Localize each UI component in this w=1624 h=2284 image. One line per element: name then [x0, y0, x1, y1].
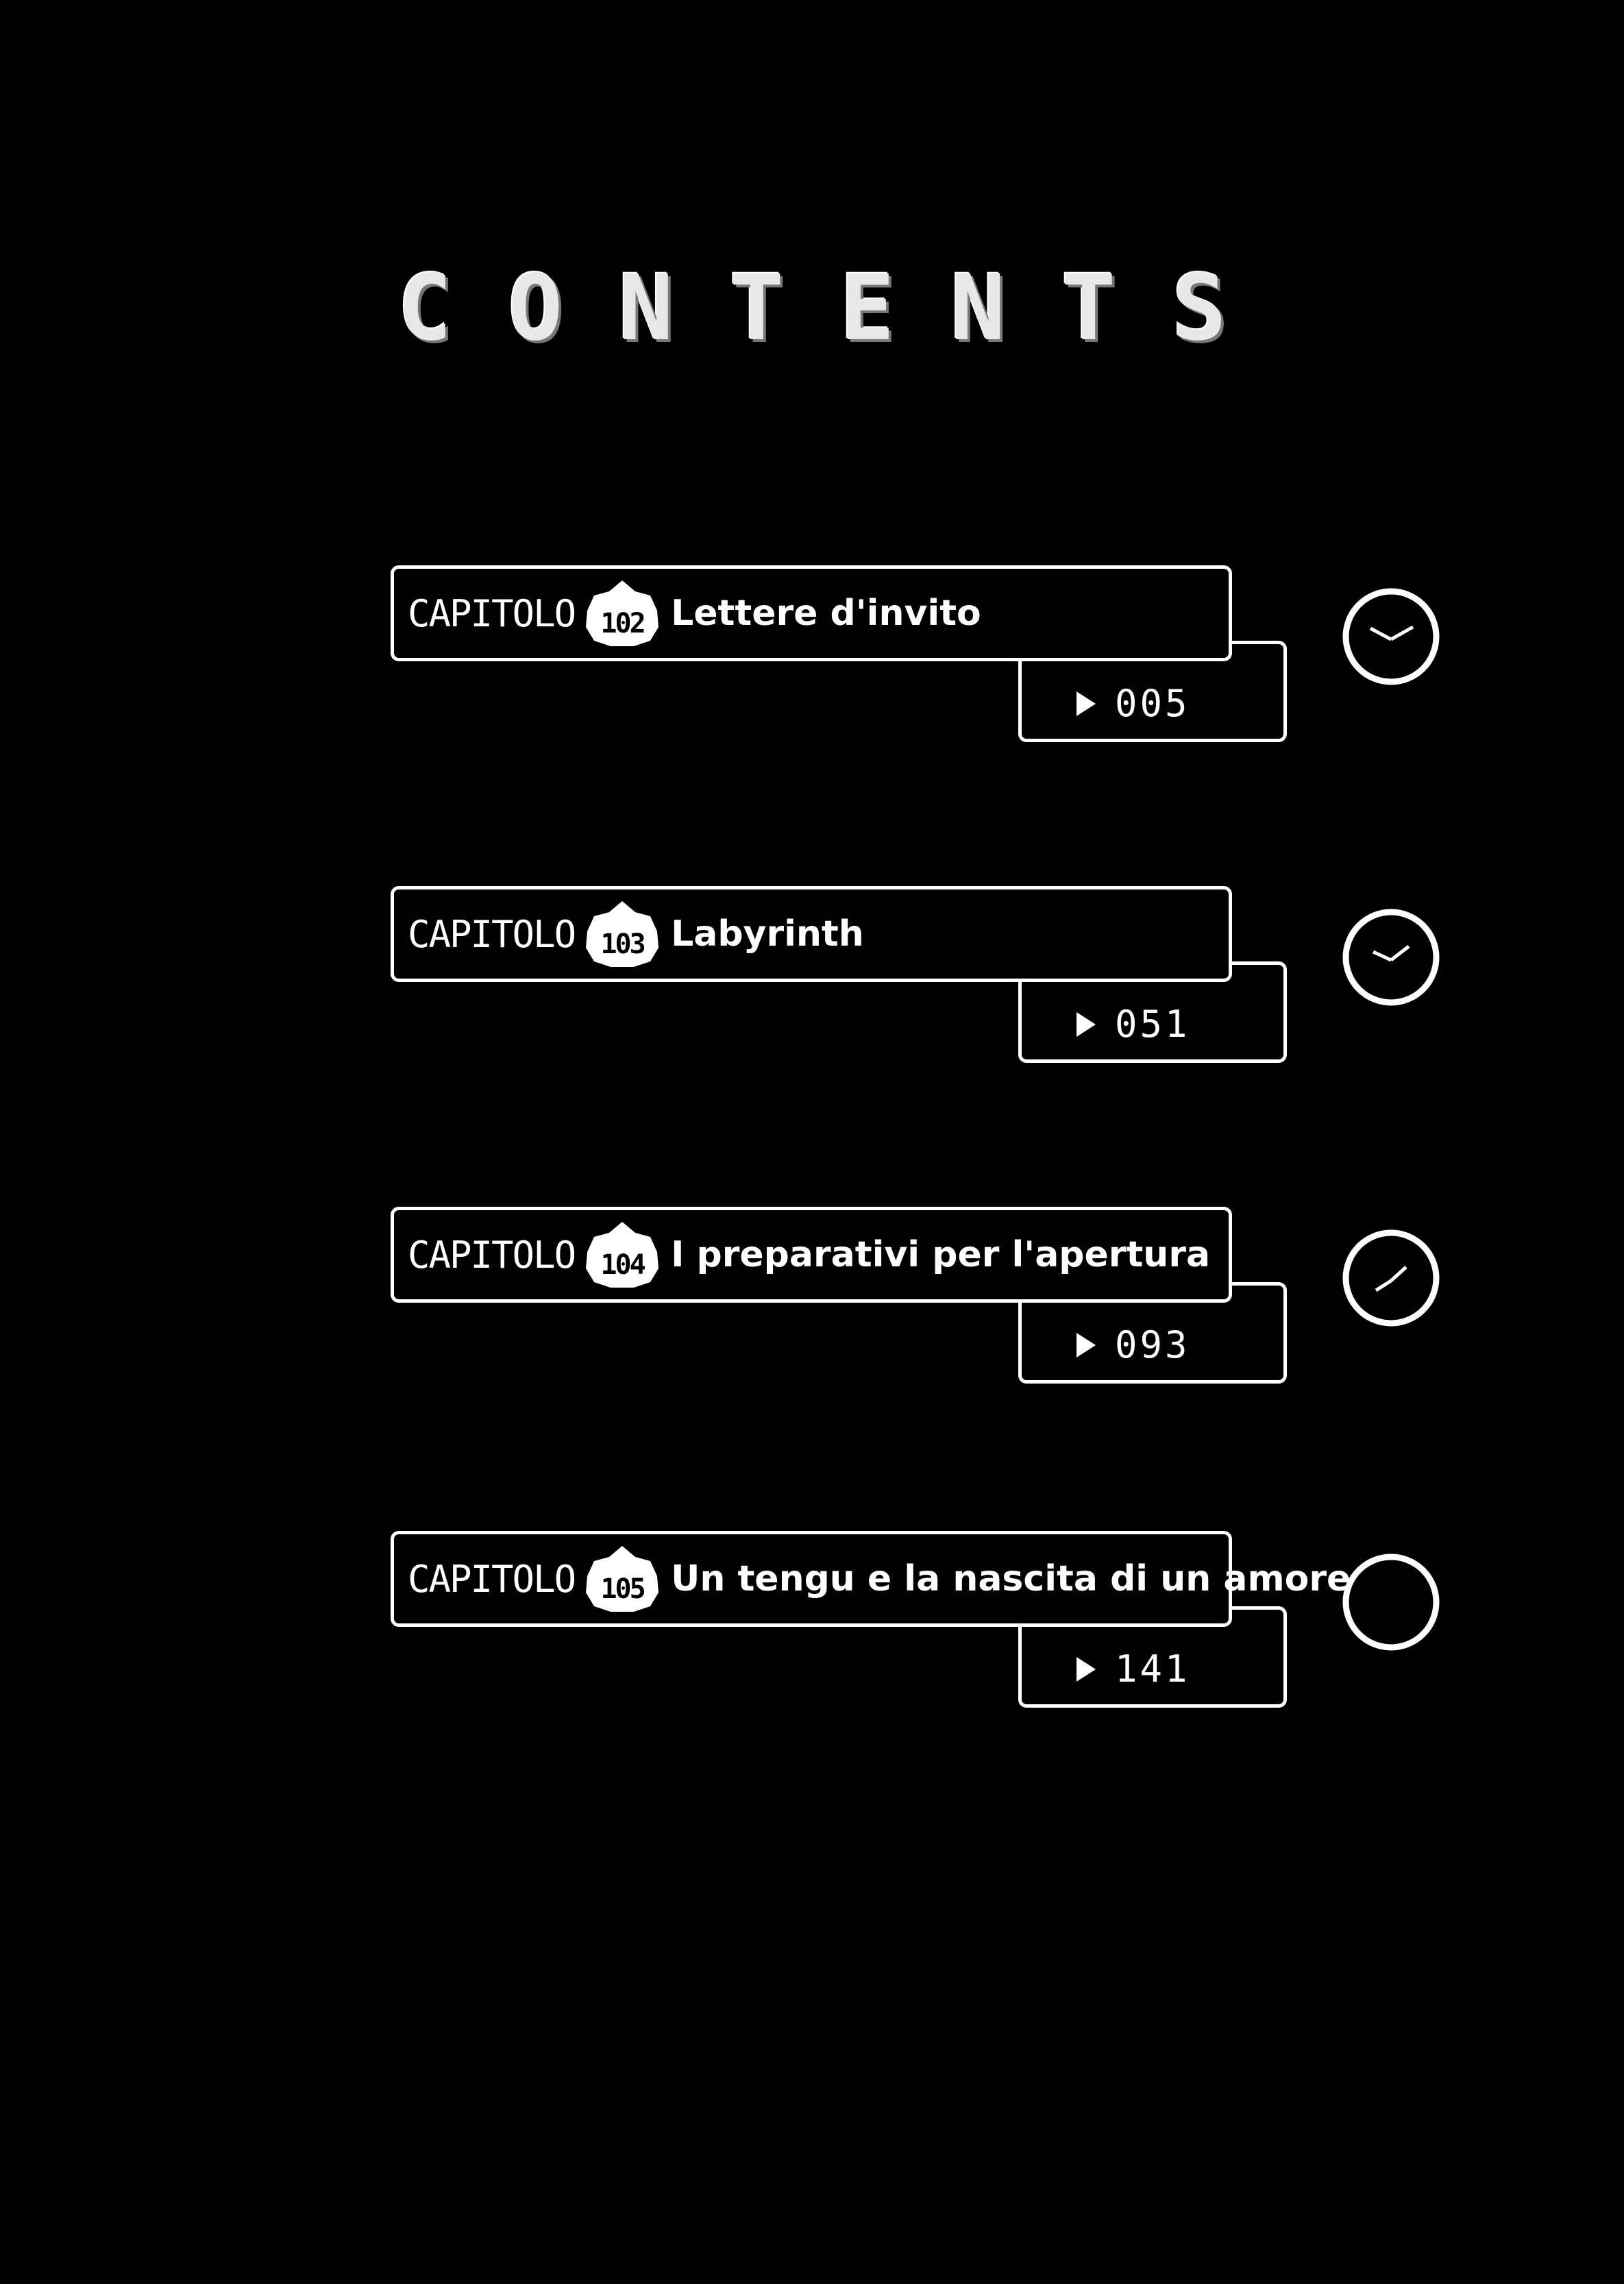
toc-entry-105[interactable]	[0, 1531, 1624, 1716]
play-arrow-icon	[1076, 1012, 1096, 1037]
chapter-number: 103	[600, 929, 644, 960]
chapter-number-badge	[582, 898, 663, 970]
chapter-number: 102	[600, 608, 644, 639]
clock-icon	[1340, 1227, 1442, 1329]
chapter-label: CAPITOLO	[408, 1557, 576, 1601]
chapter-number-badge	[582, 1219, 663, 1290]
chapter-number-badge	[582, 578, 663, 649]
chapter-title-box[interactable]	[391, 565, 1232, 661]
page-number: 141	[1115, 1647, 1190, 1691]
clock-icon	[1340, 1551, 1442, 1653]
chapter-number-badge	[582, 1543, 663, 1614]
contents-title: CONTENTS	[397, 256, 1283, 361]
chapter-title-box[interactable]	[391, 1531, 1351, 1627]
page-number: 005	[1115, 682, 1190, 725]
play-arrow-icon	[1076, 1333, 1096, 1358]
chapter-number: 105	[600, 1573, 644, 1605]
chapter-title: Lettere d'invito	[671, 593, 981, 634]
chapter-title-box[interactable]	[391, 1207, 1232, 1303]
chapter-label: CAPITOLO	[408, 1233, 576, 1277]
chapter-label: CAPITOLO	[408, 591, 576, 635]
page-number: 051	[1115, 1003, 1190, 1046]
toc-entry-102[interactable]	[0, 565, 1624, 750]
play-arrow-icon	[1076, 691, 1096, 716]
toc-entry-103[interactable]	[0, 886, 1624, 1071]
page-number: 093	[1115, 1323, 1190, 1366]
chapter-title: I preparativi per l'apertura	[671, 1234, 1211, 1275]
chapter-title-box[interactable]	[391, 886, 1232, 982]
chapter-label: CAPITOLO	[408, 912, 576, 956]
clock-icon	[1340, 586, 1442, 687]
chapter-title: Un tengu e la nascita di un amore	[671, 1558, 1351, 1599]
chapter-number: 104	[600, 1249, 644, 1281]
toc-entry-104[interactable]	[0, 1207, 1624, 1392]
clock-icon	[1340, 907, 1442, 1008]
chapter-title: Labyrinth	[671, 913, 864, 955]
play-arrow-icon	[1076, 1657, 1096, 1682]
